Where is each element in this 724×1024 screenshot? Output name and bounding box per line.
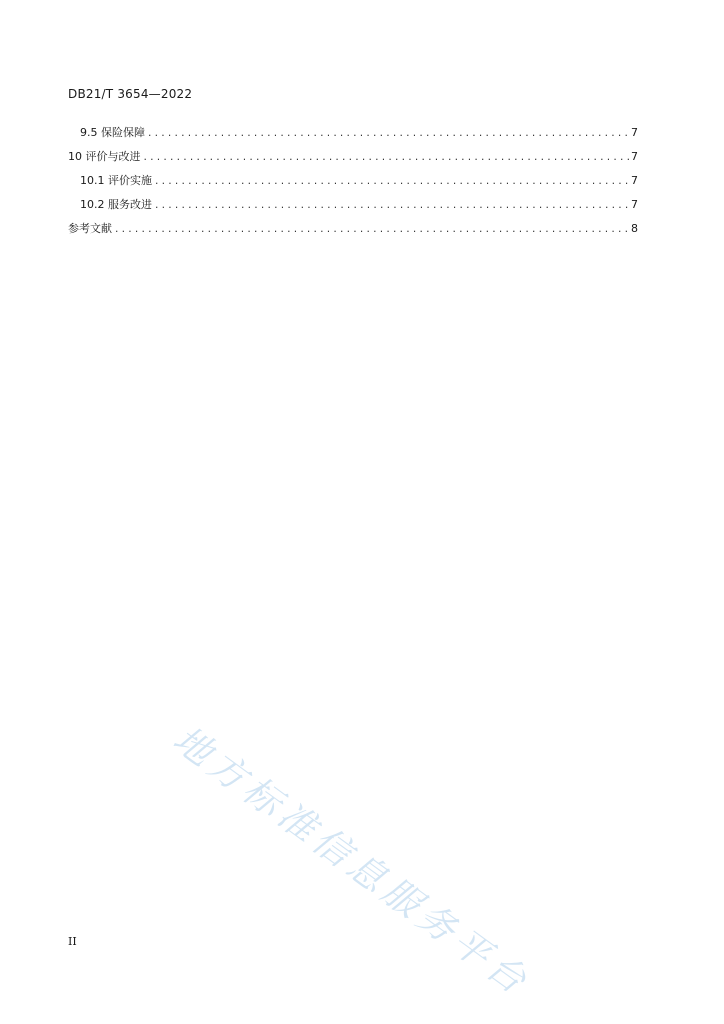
toc-entry[interactable]: [68, 172, 638, 196]
toc-dot-leader: [143, 153, 630, 163]
toc-entry-title: 10.1 评价实施: [80, 174, 152, 187]
toc-entry-page: 7: [631, 174, 638, 187]
toc-entry[interactable]: [68, 220, 638, 244]
document-code: DB21/T 3654—2022: [68, 87, 193, 101]
table-of-contents: [68, 124, 638, 244]
toc-entry[interactable]: [68, 196, 638, 220]
toc-entry-page: 8: [631, 222, 638, 235]
toc-entry-title: 10.2 服务改进: [80, 198, 152, 211]
toc-entry[interactable]: [68, 148, 638, 172]
toc-entry-page: 7: [631, 198, 638, 211]
toc-entry-title: 参考文献: [68, 222, 112, 235]
toc-entry-page: 7: [631, 150, 638, 163]
toc-dot-leader: [154, 177, 629, 187]
toc-dot-leader: [114, 225, 629, 235]
toc-dot-leader: [154, 201, 629, 211]
toc-entry-title: 9.5 保险保障: [80, 126, 145, 139]
watermark: 地方标准信息服务平台: [165, 717, 539, 1005]
toc-entry-title: 10 评价与改进: [68, 150, 141, 163]
toc-dot-leader: [147, 129, 629, 139]
toc-entry[interactable]: [68, 124, 638, 148]
page-number: II: [68, 935, 77, 948]
toc-entry-page: 7: [631, 126, 638, 139]
